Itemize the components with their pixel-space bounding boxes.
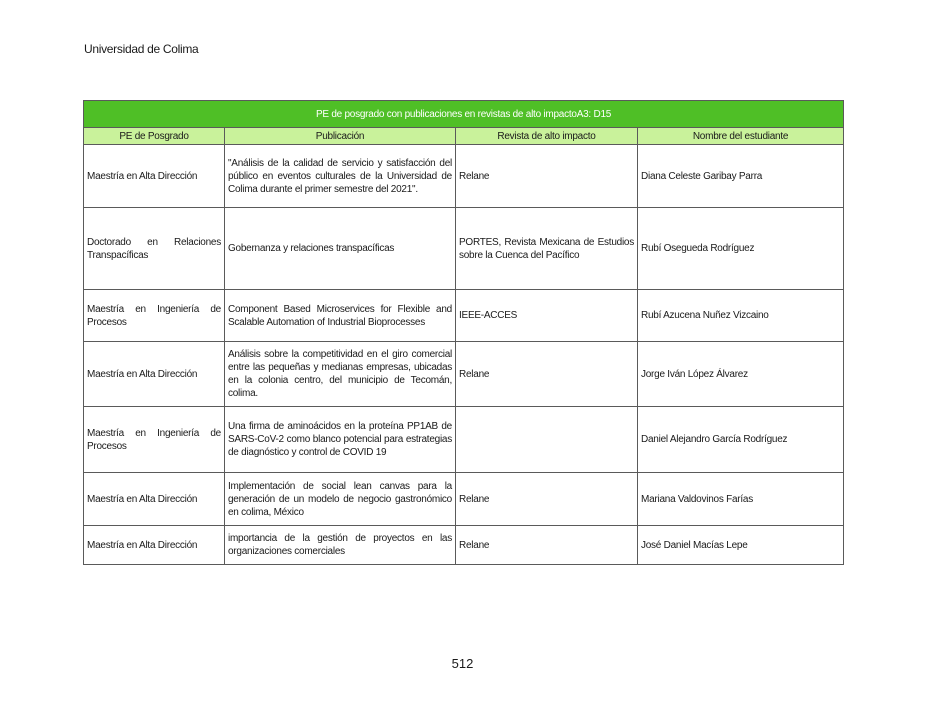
page-number: 512 — [451, 656, 474, 671]
cell-journal: Relane — [456, 526, 638, 565]
cell-program: Maestría en Alta Dirección — [84, 342, 225, 407]
cell-journal: PORTES, Revista Mexicana de Estudios sobre la Cuenca del Pacífico — [456, 208, 638, 290]
column-header-program: PE de Posgrado — [84, 128, 225, 145]
table-title: PE de posgrado con publicaciones en revistas de alto impactoA3: D15 — [84, 101, 844, 128]
cell-program: Maestría en Alta Dirección — [84, 526, 225, 565]
cell-program: Maestría en Ingeniería de Procesos — [84, 290, 225, 342]
institution-header: Universidad de Colima — [84, 42, 199, 56]
cell-student: Daniel Alejandro García Rodríguez — [638, 407, 844, 473]
cell-student: Mariana Valdovinos Farías — [638, 473, 844, 526]
table-row — [84, 208, 844, 290]
cell-student: Diana Celeste Garibay Parra — [638, 145, 844, 208]
table-title-row — [84, 101, 844, 128]
table-row — [84, 407, 844, 473]
cell-student: Rubí Azucena Nuñez Vizcaino — [638, 290, 844, 342]
cell-student: Rubí Osegueda Rodríguez — [638, 208, 844, 290]
column-header-student: Nombre del estudiante — [638, 128, 844, 145]
cell-publication: Implementación de social lean canvas para la generación de un modelo de negocio gastronómico en colima, México — [225, 473, 456, 526]
table-row — [84, 473, 844, 526]
table-row — [84, 290, 844, 342]
cell-student: Jorge Iván López Álvarez — [638, 342, 844, 407]
cell-publication: Análisis sobre la competitividad en el giro comercial entre las pequeñas y medianas empresas, ubicadas en la colonia centro, del municipio de Tecomán, colima. — [225, 342, 456, 407]
cell-journal: Relane — [456, 145, 638, 208]
column-header-journal: Revista de alto impacto — [456, 128, 638, 145]
column-header-publication: Publicación — [225, 128, 456, 145]
cell-publication: Una firma de aminoácidos en la proteína PP1AB de SARS-CoV-2 como blanco potencial para estrategias de diagnóstico y control de COVID 19 — [225, 407, 456, 473]
cell-student: José Daniel Macías Lepe — [638, 526, 844, 565]
publications-table — [83, 100, 844, 565]
cell-journal: Relane — [456, 342, 638, 407]
cell-publication: Component Based Microservices for Flexible and Scalable Automation of Industrial Bioprocesses — [225, 290, 456, 342]
cell-program: Maestría en Alta Dirección — [84, 473, 225, 526]
cell-publication: "Análisis de la calidad de servicio y satisfacción del público en eventos culturales de la Universidad de Colima durante el primer semestre del 2021". — [225, 145, 456, 208]
cell-program: Maestría en Alta Dirección — [84, 145, 225, 208]
cell-program: Maestría en Ingeniería de Procesos — [84, 407, 225, 473]
cell-program: Doctorado en Relaciones Transpacíficas — [84, 208, 225, 290]
cell-publication: Gobernanza y relaciones transpacíficas — [225, 208, 456, 290]
table-row — [84, 526, 844, 565]
table-row — [84, 342, 844, 407]
cell-journal: IEEE-ACCES — [456, 290, 638, 342]
cell-publication: importancia de la gestión de proyectos en las organizaciones comerciales — [225, 526, 456, 565]
table-row — [84, 145, 844, 208]
cell-journal — [456, 407, 638, 473]
column-header-row — [84, 128, 844, 145]
cell-journal: Relane — [456, 473, 638, 526]
